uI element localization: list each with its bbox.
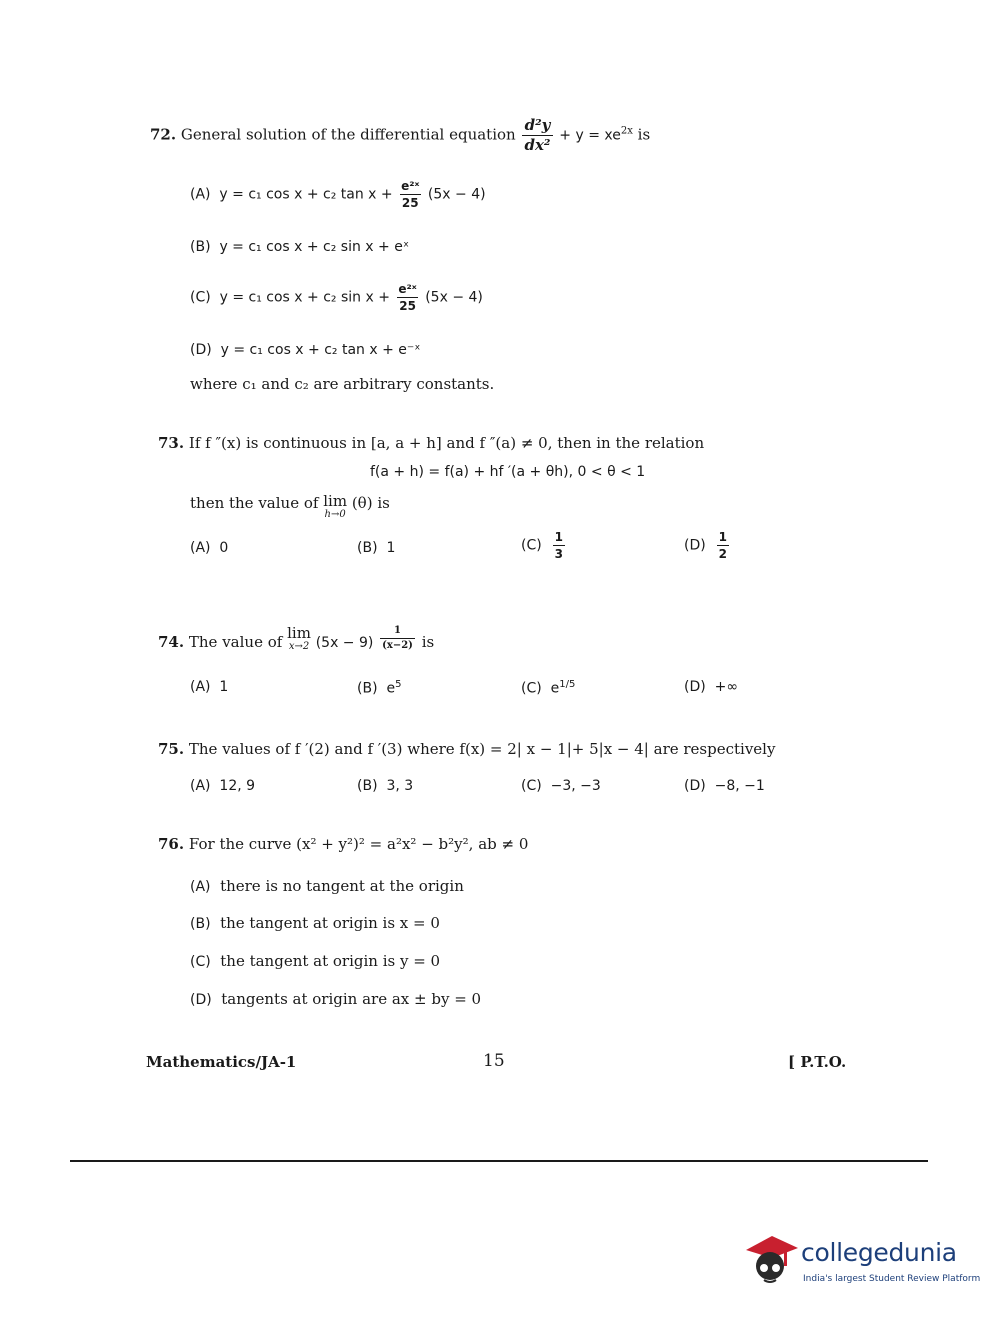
question-tail: is — [637, 125, 651, 144]
question-number: 72. — [150, 125, 177, 144]
option-fraction — [553, 531, 565, 560]
question-74 — [158, 626, 434, 652]
option-c — [521, 531, 567, 560]
pto-marker: [ P.T.O. — [788, 1053, 847, 1071]
option-b — [357, 778, 413, 794]
option-text: tangents at origin are ax ± by = 0 — [221, 990, 482, 1008]
question-stem: For the curve (x² + y²)² = a²x² − b²y², ab ≠ 0 — [188, 835, 529, 853]
question-number: 76. — [158, 835, 185, 853]
option-label: (B) — [190, 239, 211, 255]
option-label: (C) — [521, 680, 542, 697]
limit-suffix: (θ) is — [351, 494, 390, 512]
option-base: e — [386, 680, 396, 697]
option-label: (C) — [190, 289, 211, 306]
option-d — [684, 531, 731, 560]
equation-exponent: 2x — [620, 125, 633, 137]
limit-operator — [287, 626, 311, 652]
limit-prefix: then the value of — [190, 494, 319, 512]
limit-word: lim — [323, 492, 348, 510]
option-c — [190, 283, 483, 312]
option-label: (D) — [684, 679, 706, 695]
question-number: 74. — [158, 633, 185, 651]
equation-rest: + y = xe — [559, 127, 621, 144]
limit-word: lim — [287, 624, 311, 642]
option-c — [521, 679, 575, 697]
option-label: (C) — [521, 537, 542, 554]
fraction-denominator: 3 — [554, 547, 563, 561]
fraction-denominator: 25 — [401, 196, 419, 210]
option-d — [190, 342, 421, 358]
option-label: (B) — [357, 778, 378, 794]
fraction-numerator: 1 — [554, 530, 563, 544]
fraction-denominator: 2 — [718, 547, 727, 561]
option-a — [190, 540, 228, 556]
page-number: 15 — [483, 1051, 505, 1071]
option-c — [521, 778, 601, 794]
question-tail: is — [421, 633, 435, 651]
option-fraction — [717, 531, 729, 560]
option-label: (D) — [684, 537, 706, 554]
fraction-denominator: 25 — [399, 299, 416, 313]
option-d — [190, 990, 481, 1008]
limit-question — [190, 494, 390, 520]
option-fraction — [396, 283, 418, 312]
fraction-denominator: dx² — [524, 136, 551, 154]
option-a — [190, 877, 464, 895]
option-b — [190, 239, 409, 255]
option-b — [357, 679, 401, 697]
option-text: −3, −3 — [550, 778, 601, 794]
question-72 — [150, 118, 650, 153]
fraction-denominator: (x−2) — [382, 640, 413, 651]
option-a — [190, 778, 255, 794]
footer-divider — [70, 1160, 928, 1162]
option-b — [357, 540, 395, 556]
limit-subscript: h→0 — [324, 509, 346, 520]
question-76 — [158, 835, 528, 853]
option-fraction — [399, 180, 421, 209]
limit-base: (5x − 9) — [315, 635, 374, 651]
question-75 — [158, 740, 775, 758]
option-label: (A) — [190, 679, 211, 695]
option-text: −8, −1 — [714, 778, 765, 794]
fraction-numerator: d²y — [524, 116, 551, 134]
option-base: e — [550, 680, 560, 697]
option-exponent: 1/5 — [559, 679, 576, 690]
option-text: 1 — [219, 679, 229, 695]
option-text: +∞ — [714, 679, 739, 695]
question-stem: General solution of the differential equation — [180, 125, 516, 144]
option-text: 3, 3 — [386, 778, 414, 794]
question-stem: If f ″(x) is continuous in [a, a + h] and f ″(a) ≠ 0, then in the relation — [188, 434, 705, 452]
option-a — [190, 679, 228, 695]
fraction-numerator: e²ˣ — [401, 179, 420, 193]
fraction-numerator: e²ˣ — [398, 282, 417, 296]
option-label: (A) — [190, 879, 211, 895]
brand-tagline: India's largest Student Review Platform — [803, 1274, 981, 1284]
limit-subscript: x→2 — [288, 641, 310, 652]
constants-note: where c₁ and c₂ are arbitrary constants. — [190, 375, 495, 393]
derivative-fraction — [522, 118, 552, 153]
question-stem: The values of f ′(2) and f ′(3) where f(x) = 2| x − 1|+ 5|x − 4| are respectively — [188, 740, 776, 758]
limit-exponent — [380, 626, 415, 651]
question-stem: The value of — [188, 633, 283, 651]
option-text: there is no tangent at the origin — [220, 877, 464, 895]
collegedunia-logo-icon — [742, 1228, 800, 1286]
option-label: (D) — [684, 778, 706, 794]
option-text: 12, 9 — [219, 778, 256, 794]
option-d — [684, 679, 738, 695]
option-text: y = c₁ cos x + c₂ sin x + eˣ — [219, 239, 410, 255]
option-text: y = c₁ cos x + c₂ tan x + — [219, 186, 393, 203]
question-number: 73. — [158, 434, 185, 452]
question-number: 75. — [158, 740, 185, 758]
option-exponent: 5 — [395, 679, 402, 690]
option-text: the tangent at origin is y = 0 — [220, 952, 441, 970]
option-a — [190, 180, 486, 209]
option-label: (B) — [190, 916, 211, 932]
option-label: (A) — [190, 778, 211, 794]
footer-subject: Mathematics/JA-1 — [146, 1053, 297, 1071]
option-text: y = c₁ cos x + c₂ tan x + e⁻ˣ — [220, 342, 421, 358]
option-label: (B) — [357, 540, 378, 556]
option-label: (A) — [190, 540, 211, 556]
option-text: y = c₁ cos x + c₂ sin x + — [219, 289, 390, 306]
brand-name: collegedunia — [801, 1238, 957, 1267]
option-label: (C) — [190, 954, 211, 970]
option-text: 1 — [386, 540, 396, 556]
fraction-numerator: 1 — [718, 530, 727, 544]
limit-operator — [323, 494, 347, 520]
fraction-numerator: 1 — [394, 625, 401, 636]
option-text: (5x − 4) — [427, 186, 486, 203]
option-d — [684, 778, 765, 794]
option-label: (D) — [190, 992, 212, 1008]
option-label: (D) — [190, 342, 212, 358]
mean-value-relation: f(a + h) = f(a) + hf ′(a + θh), 0 < θ < 1 — [370, 464, 646, 480]
option-c — [190, 952, 440, 970]
option-text: 0 — [219, 540, 229, 556]
question-73 — [158, 434, 704, 452]
option-label: (B) — [357, 680, 378, 697]
option-text: the tangent at origin is x = 0 — [220, 914, 440, 932]
option-b — [190, 914, 440, 932]
option-label: (C) — [521, 778, 542, 794]
option-text: (5x − 4) — [425, 289, 483, 306]
option-label: (A) — [190, 186, 211, 203]
